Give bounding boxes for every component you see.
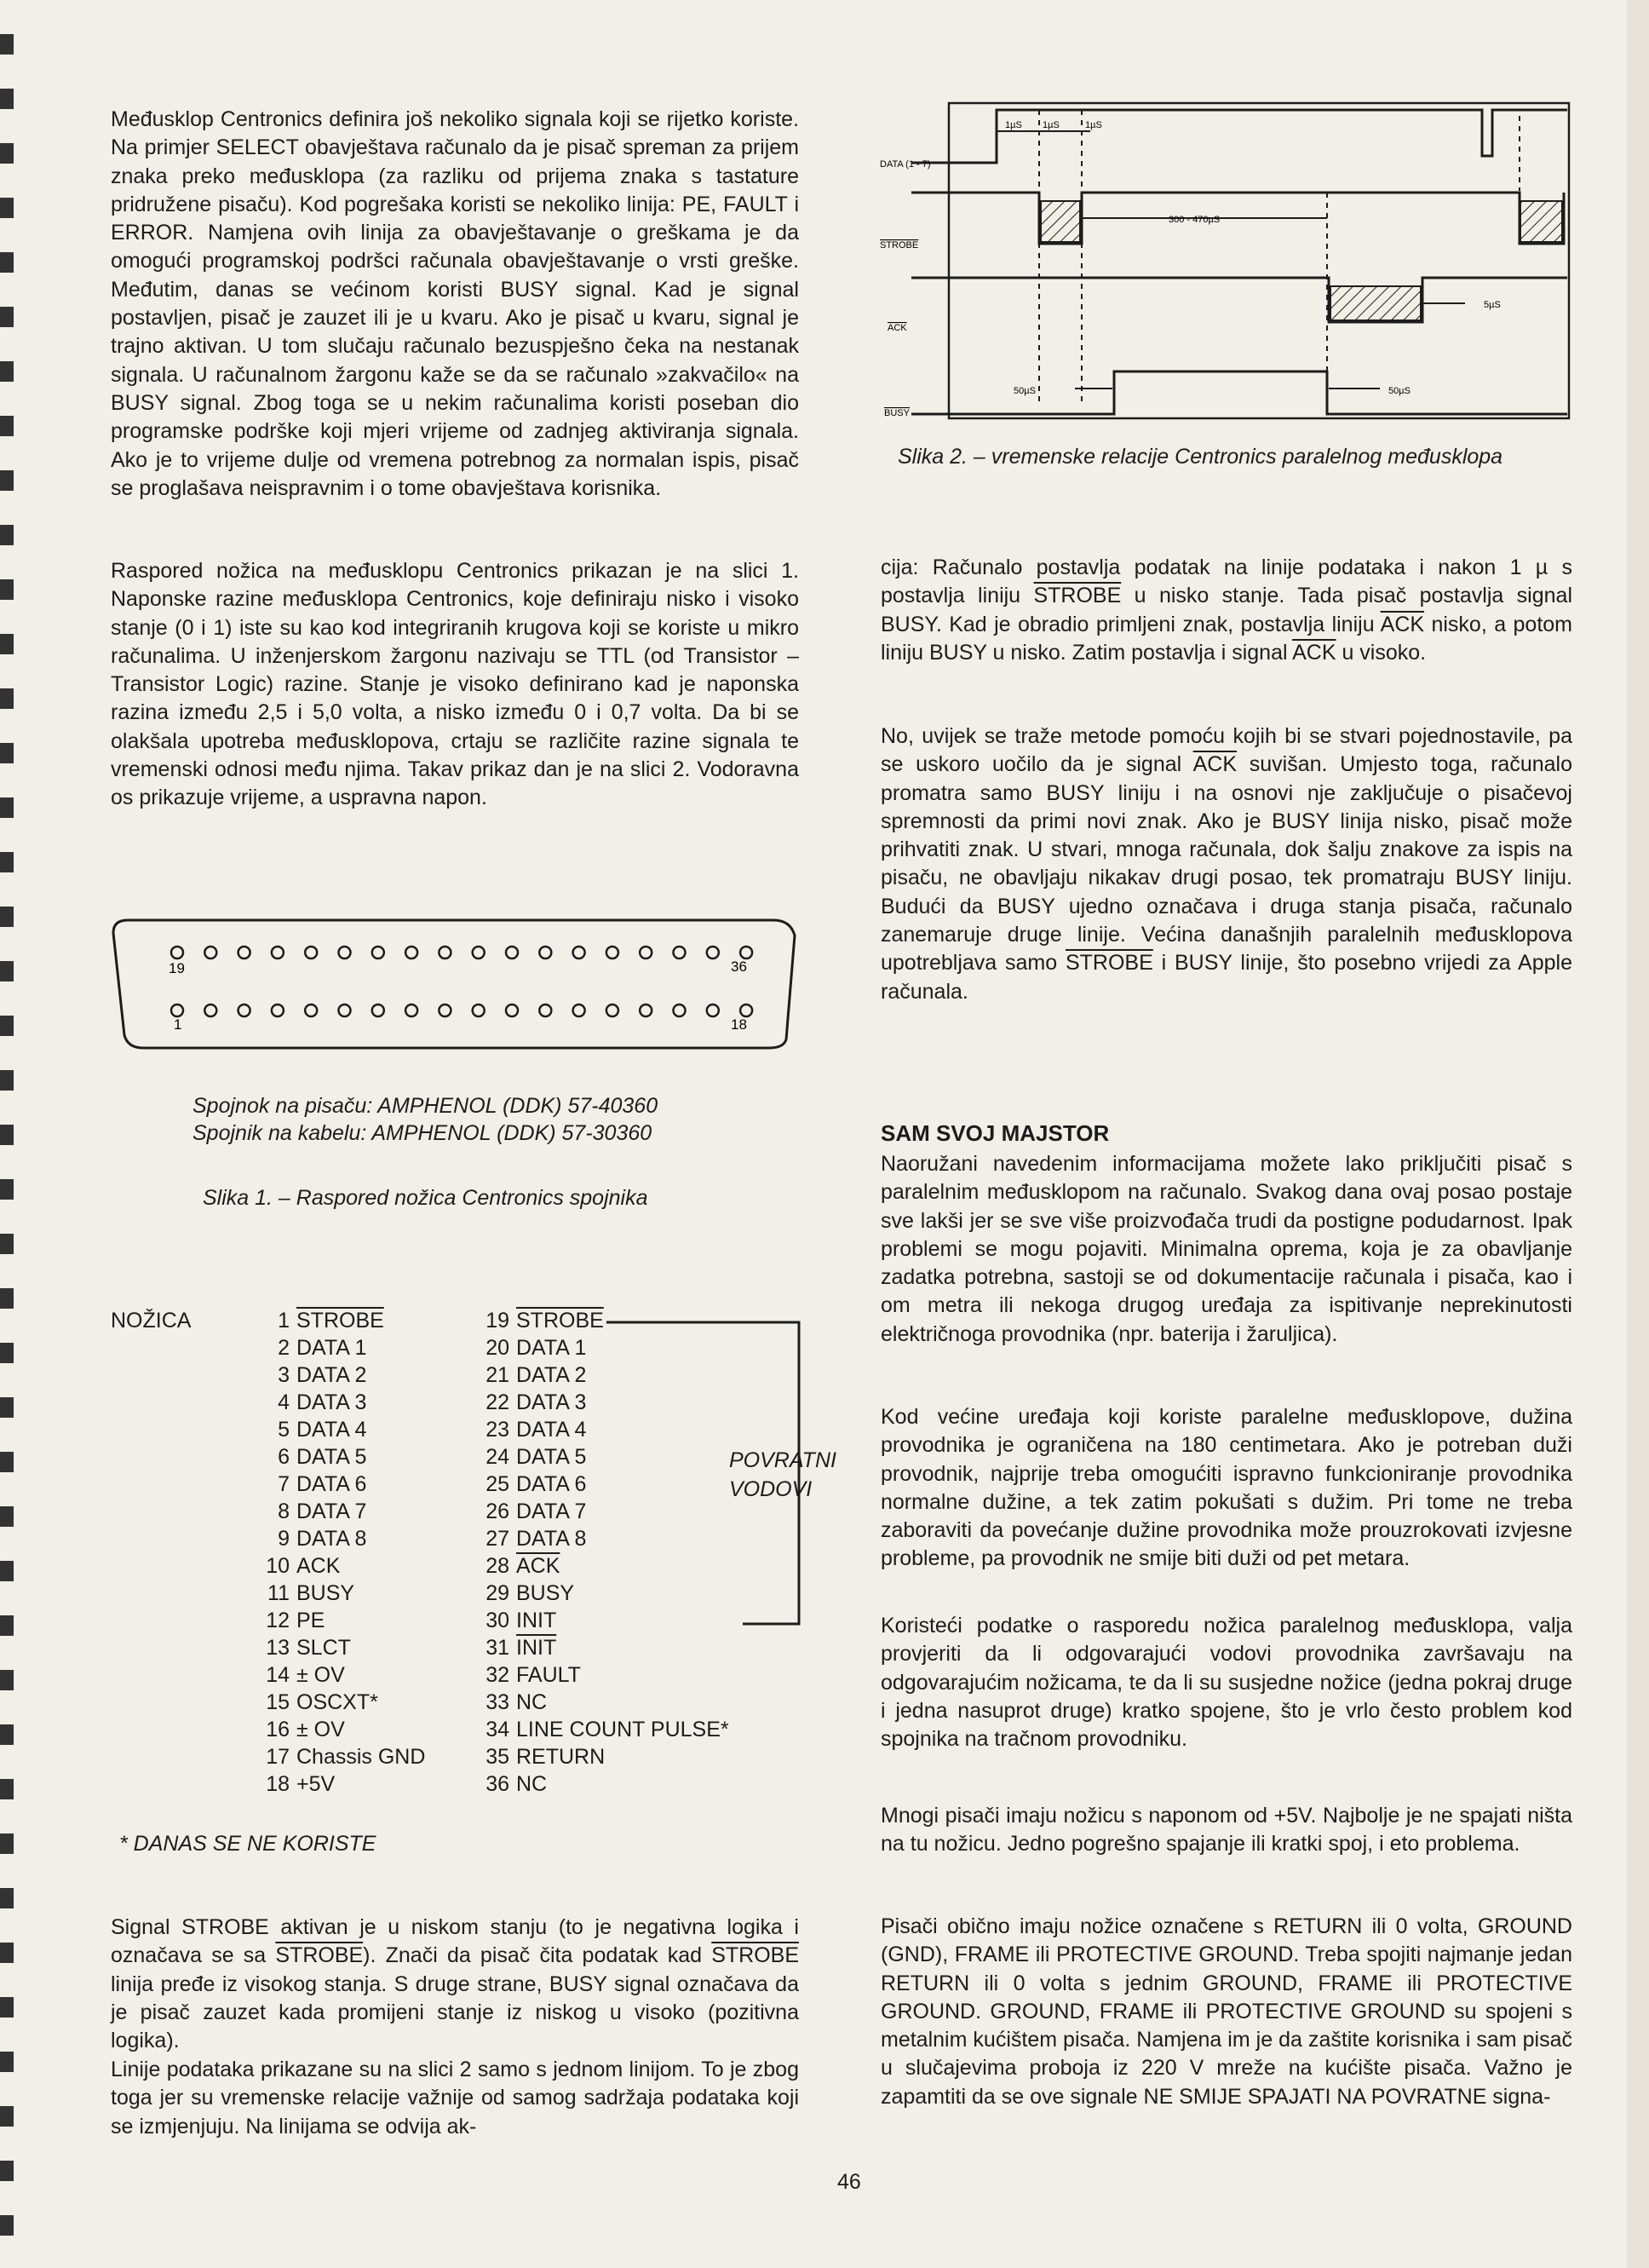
- time-3: 1µS: [1085, 120, 1102, 130]
- pin-number: 31: [486, 1636, 509, 1660]
- connector-pin-23: [606, 947, 618, 958]
- strobe-hatch-1: [1041, 201, 1080, 242]
- connector-pin-13: [339, 1004, 351, 1016]
- busy-signal: [911, 371, 1567, 414]
- pin-signal: ACK: [296, 1554, 341, 1578]
- connector-pin-24: [573, 947, 585, 958]
- pin-signal: DATA 1: [296, 1336, 367, 1360]
- pin-row: [254, 1525, 425, 1552]
- connector-pin-25: [539, 947, 551, 958]
- section-heading: SAM SVOJ MAJSTOR: [881, 1120, 1110, 1146]
- pin-row: [254, 1689, 425, 1716]
- p3-strobe-bar: STROBE: [275, 1943, 364, 1968]
- pin-row: [254, 1743, 425, 1770]
- pin-row: [468, 1661, 729, 1689]
- pin-signal: LINE COUNT PULSE*: [516, 1718, 729, 1741]
- p3-text-c: linija pređe iz visokog stanja. S druge strane, BUSY signal označava da je pisač zauzet kada promijeni stanje iz niskog u visoko (pozitivna logika).: [111, 1972, 799, 2053]
- pin-row: [468, 1634, 729, 1661]
- right-paragraph-1: [881, 554, 1572, 667]
- connector-pin-10: [439, 1004, 451, 1016]
- pin-signal: DATA 1: [516, 1336, 587, 1360]
- pin-row: [254, 1334, 425, 1361]
- pin-row: [468, 1689, 729, 1716]
- pin-number: 10: [266, 1554, 290, 1578]
- pin-number: 32: [486, 1663, 509, 1687]
- pin-number: 18: [266, 1772, 290, 1796]
- pin-signal: DATA 7: [516, 1500, 587, 1523]
- right-paragraph-7: Pisači obično imaju nožice označene s RETURN ili 0 volta, GROUND (GND), FRAME ili PROTECTIVE GROUND. Treba spojiti najmanje jedan RETURN ili 0 volta s jednim GROUND, FRAME ili PROTECTIVE GROUND. GROUND, FRAME ili PROTECTIVE GROUND su spojeni s metalnim kućištem pisača. Namjena im je da zaštite korisnika i sam pisač u slučajevima proboja iz 220 V mreže na kućište pisača. Važno je zapamtiti da se ove signale NE SMIJE SPAJATI NA POVRATNE signa-: [881, 1914, 1572, 2109]
- pin-row: [254, 1498, 425, 1525]
- pin-number: 11: [267, 1581, 290, 1605]
- time-ack: 5µS: [1484, 300, 1501, 310]
- time-busy-1: 50µS: [1014, 386, 1036, 396]
- connector-pin-15: [272, 1004, 284, 1016]
- pin-number: 1: [278, 1309, 290, 1333]
- pin-number: 5: [278, 1418, 290, 1442]
- pin-signal: NC: [516, 1772, 548, 1796]
- strobe-hatch-2: [1520, 201, 1562, 242]
- connector-pin-20: [707, 947, 719, 958]
- pin-footnote: * DANAS SE NE KORISTE: [119, 1832, 376, 1856]
- connector-pin-14: [305, 1004, 317, 1016]
- pin-number: 24: [486, 1445, 509, 1469]
- page-number: 46: [837, 2170, 861, 2194]
- connector-pin-26: [506, 947, 518, 958]
- timing-diagram: [877, 99, 1576, 431]
- pin-row: [468, 1770, 729, 1798]
- pin-number: 22: [486, 1390, 509, 1414]
- rp1-text-b: u nisko stanje. Tada pisač postavlja signal BUSY. Kad je obradio primljeni znak, postavlja liniju: [881, 584, 1572, 636]
- connector-pin-35: [204, 947, 216, 958]
- rp2-strobe-bar: STROBE: [1065, 951, 1153, 976]
- right-paragraph-6: Mnogi pisači imaju nožicu s naponom od +5V. Najbolje je ne spajati ništa na tu nožicu. Jedno pogrešno spajanje ili kratki spoj, i eto problema.: [881, 1804, 1572, 1856]
- connector-pin-33: [272, 947, 284, 958]
- pin-row: [254, 1770, 425, 1798]
- pin-signal: INIT: [516, 1636, 557, 1660]
- return-label-1: POVRATNI: [729, 1448, 836, 1472]
- rp2-text-a: No, uvijek se traže metode pomoću kojih bi se stvari pojednostavile, pa se uskoro uočilo da je signal: [881, 724, 1572, 777]
- pin-row: [254, 1716, 425, 1743]
- pin-signal: DATA 3: [296, 1390, 367, 1414]
- pin-signal: DATA 8: [296, 1527, 367, 1551]
- pin-number: 34: [486, 1718, 509, 1741]
- pin-signal: INIT: [516, 1609, 557, 1632]
- connector-pin-31: [339, 947, 351, 958]
- label-ack: ACK: [888, 323, 907, 333]
- pin-number: 33: [486, 1690, 509, 1714]
- pin-row: [468, 1743, 729, 1770]
- rp1-ack-bar-2: $\overline{ACK}$: [1292, 640, 1336, 665]
- pin-number: 35: [486, 1745, 509, 1769]
- connector-pin-19: [740, 947, 752, 958]
- rp2-text-b: suvišan. Umjesto toga, računalo promatra samo BUSY liniju i na osnovi nje zaključuje o pisačevoj spremnosti da primi novi znak. Ako je BUSY linija nisko, pisač može prihvatiti znak. U stvari, mnoga računala, dok šalju znakove za ispis na pisaču, ne obavljaju nikakav drugi posao, tek promatraju BUSY liniju. Budući da BUSY ujedno označava i druga stanja pisača, računalo zanemaruje druge linije. Većina današnjih paralelnih međusklopova upotrebljava samo: [881, 752, 1572, 976]
- pin-number: 28: [486, 1554, 509, 1578]
- pin-signal: DATA 3: [516, 1390, 587, 1414]
- pin-signal: BUSY: [296, 1581, 355, 1605]
- pin-signal: RETURN: [516, 1745, 606, 1769]
- pin-signal: FAULT: [516, 1663, 581, 1687]
- pin-row-bottom: [171, 1004, 752, 1016]
- pin-row: [254, 1389, 425, 1416]
- pin-row: [468, 1716, 729, 1743]
- connector-pin-2: [707, 1004, 719, 1016]
- time-2: 1µS: [1043, 120, 1060, 130]
- connector-pin-28: [439, 947, 451, 958]
- connector-pin-4: [640, 1004, 652, 1016]
- connector-caption-1: Spojnok na pisaču: AMPHENOL (DDK) 57-40360: [192, 1094, 658, 1118]
- pin-signal: ± OV: [296, 1663, 345, 1687]
- pin-number: 25: [486, 1472, 509, 1496]
- pin-row: [254, 1552, 425, 1580]
- pin-number: 9: [278, 1527, 290, 1551]
- return-label-2: VODOVI: [729, 1477, 813, 1501]
- pin-number: 19: [486, 1309, 509, 1333]
- connector-pin-22: [640, 947, 652, 958]
- pin-row: [254, 1607, 425, 1634]
- rp2-ack-bar: $\overline{ACK}$: [1192, 752, 1237, 777]
- connector-pin-11: [405, 1004, 417, 1016]
- rp1-text-c: nisko, a potom liniju BUSY u nisko. Zatim postavlja i signal: [881, 612, 1572, 665]
- pin-signal: DATA 4: [296, 1418, 367, 1442]
- pin-number: 20: [486, 1336, 509, 1360]
- right-paragraph-3: Naoružani navedenim informacijama možete lako priključiti pisač s paralelnim međusklopom na računalo. Svakog dana ovaj posao postaje sve lakši jer se sve više proizvođača trudi da postigne podudarnost. Ipak problemi se mogu pojaviti. Minimalna oprema, koja je za obavljanje zadatka potrebna, sastoji se od dokumentacije računala i pisača, kao i om metra ili nekoga drugog uređaja za ispitivanje neprekinutosti električnoga provodnika (npr. baterija i žaruljica).: [881, 1152, 1572, 1346]
- connector-pin-6: [573, 1004, 585, 1016]
- pin-signal: DATA 2: [516, 1363, 587, 1387]
- connector-pin-16: [238, 1004, 250, 1016]
- page-edge: [1627, 0, 1649, 2268]
- pin-number: 23: [486, 1418, 509, 1442]
- pin-number: 7: [278, 1472, 290, 1496]
- rp2-text-c: i BUSY linije, što posebno vrijedi za Apple računala.: [881, 951, 1572, 1004]
- figure-1-caption: Slika 1. – Raspored nožica Centronics spojnika: [203, 1186, 648, 1210]
- pin-signal: PE: [296, 1609, 325, 1632]
- pin-row: [254, 1661, 425, 1689]
- connector-pin-21: [674, 947, 686, 958]
- pin-signal: DATA 6: [296, 1472, 367, 1496]
- pin-signal: NC: [516, 1690, 548, 1714]
- pin-label-1: 1: [174, 1016, 182, 1033]
- pin-number: 27: [486, 1527, 509, 1551]
- pin-row: [254, 1634, 425, 1661]
- pin-signal: OSCXT*: [296, 1690, 378, 1714]
- pin-number: 13: [266, 1636, 290, 1660]
- rp1-text-d: u visoko.: [1336, 640, 1427, 665]
- connector-pin-18: [171, 1004, 183, 1016]
- connector-pin-32: [305, 947, 317, 958]
- label-data: DATA (1 - 7): [880, 159, 931, 170]
- connector-pin-12: [372, 1004, 384, 1016]
- connector-pin-5: [606, 1004, 618, 1016]
- p3-text-b: ). Znači da pisač čita podatak kad: [363, 1943, 712, 1968]
- ack-hatch: [1330, 286, 1421, 320]
- connector-pin-17: [204, 1004, 216, 1016]
- pin-signal: +5V: [296, 1772, 336, 1796]
- connector-pin-7: [539, 1004, 551, 1016]
- connector-pin-30: [372, 947, 384, 958]
- connector-pin-3: [674, 1004, 686, 1016]
- rp1-ack-bar: $\overline{ACK}$: [1380, 612, 1425, 636]
- pin-number: 2: [278, 1336, 290, 1360]
- pin-number: 17: [266, 1745, 290, 1769]
- pin-label-18: 18: [731, 1016, 747, 1033]
- pin-row: [254, 1580, 425, 1607]
- pin-number: 4: [278, 1390, 290, 1414]
- connector-pin-29: [405, 947, 417, 958]
- pin-signal: STROBE: [516, 1309, 604, 1333]
- label-strobe: STROBE: [880, 240, 919, 250]
- time-strobe-ack: 300 - 470µS: [1169, 215, 1221, 225]
- pin-signal: DATA 4: [516, 1418, 587, 1442]
- right-paragraph-5: Koristeći podatke o rasporedu nožica paralelnog međusklopa, valja provjeriti da li odgovarajući vodovi provodnika završavaju na odgovarajućim nožicama, te da li su susjedne nožice (jedna pokraj druge i jedna nasuprot druge) kratko spojene, što je vrlo često problem kod spojnika na tračnom provodniku.: [881, 1614, 1572, 1752]
- return-lines-label: [729, 1446, 836, 1504]
- pin-signal: DATA 6: [516, 1472, 587, 1496]
- pin-signal: DATA 7: [296, 1500, 367, 1523]
- pin-number: 8: [278, 1500, 290, 1523]
- pin-signal: Chassis GND: [296, 1745, 426, 1769]
- connector-pin-27: [473, 947, 485, 958]
- pin-signal: BUSY: [516, 1581, 575, 1605]
- pin-number: 29: [486, 1581, 509, 1605]
- pin-row: [254, 1471, 425, 1498]
- pin-number: 30: [486, 1609, 509, 1632]
- pin-label-19: 19: [169, 960, 185, 976]
- connector-diagram: [109, 912, 807, 1056]
- pin-signal: SLCT: [296, 1636, 351, 1660]
- pin-number: 36: [486, 1772, 509, 1796]
- connector-caption-2: Spojnik na kabelu: AMPHENOL (DDK) 57-30360: [192, 1121, 652, 1145]
- p3-strobe-bar-2: STROBE: [711, 1943, 799, 1968]
- pin-number: 15: [266, 1690, 290, 1714]
- pin-number: 6: [278, 1445, 290, 1469]
- pin-row: [254, 1307, 425, 1334]
- pin-signal: DATA 5: [516, 1445, 587, 1469]
- spiral-binding: [0, 0, 14, 2268]
- data-signal: [911, 110, 1567, 163]
- pin-list-left: [254, 1307, 425, 1798]
- left-paragraph-4: Linije podataka prikazane su na slici 2 samo s jednom linijom. To je zbog toga jer su vremenske relacije važnije od samog sadržaja podataka koji se izmjenjuju. Na linijama se odvija ak-: [111, 2058, 799, 2138]
- label-busy: BUSY: [884, 408, 910, 418]
- pin-table-heading: NOŽICA: [111, 1309, 192, 1333]
- ack-signal: [911, 278, 1567, 322]
- time-busy-2: 50µS: [1388, 386, 1411, 396]
- pin-row: [254, 1416, 425, 1443]
- pin-signal: ± OV: [296, 1718, 345, 1741]
- pin-number: 16: [266, 1718, 290, 1741]
- pin-number: 3: [278, 1363, 290, 1387]
- connector-pin-34: [238, 947, 250, 958]
- connector-pin-1: [740, 1004, 752, 1016]
- pin-number: 26: [486, 1500, 509, 1523]
- connector-pin-9: [473, 1004, 485, 1016]
- pin-signal: DATA 8: [516, 1527, 587, 1551]
- pin-number: 12: [266, 1609, 290, 1632]
- pin-label-36: 36: [731, 958, 747, 975]
- left-paragraph-3: [111, 1914, 799, 2055]
- connector-outline: [113, 920, 795, 1048]
- pin-signal: STROBE: [296, 1309, 384, 1333]
- pin-number: 14: [266, 1663, 290, 1687]
- rp1-strobe-bar: STROBE: [1033, 584, 1122, 608]
- pin-row: [254, 1361, 425, 1389]
- pin-number: 21: [486, 1363, 509, 1387]
- time-1: 1µS: [1005, 120, 1022, 130]
- right-paragraph-4: Kod većine uređaja koji koriste paralelne međusklopove, dužina provodnika je ograničena na 180 centimetara. Ako je potreban duži provodnik, najprije treba omogućiti ispravno funkcioniranje provodnika normalne dužine, a tek zatim pokušati s dužim. Pri tome ne treba zaboraviti da povećanje dužine provodnika može prouzrokovati izvjesne probleme, pa provodnik ne smije biti duži od pet metara.: [881, 1405, 1572, 1571]
- connector-pin-36: [171, 947, 183, 958]
- p3-text-a: Signal STROBE aktivan je u niskom stanju (to je negativna logika i označava se sa: [111, 1915, 799, 1968]
- rp1-text-a: cija: Računalo postavlja podatak na linije podataka i nakon 1 µ s postavlja liniju: [881, 555, 1572, 608]
- right-paragraph-2: [881, 722, 1572, 1006]
- figure-2-caption: Slika 2. – vremenske relacije Centronics paralelnog međusklopa: [898, 445, 1503, 469]
- pin-row: [254, 1443, 425, 1471]
- connector-pin-8: [506, 1004, 518, 1016]
- left-paragraph-1: Međusklop Centronics definira još nekoliko signala koji se rijetko koriste. Na primjer SELECT obavještava računalo da je pisač spreman za prijem znaka preko međusklopa (za razliku od prijema znaka s tastature pridružene pisaču). Kod pogrešaka koristi se nekoliko linija: PE, FAULT i ERROR. Namjena ovih linija za obavještavanje o greškama je da omogući programskoj podršci računala obavještavanje o vrsti greške. Međutim, danas se većinom koristi BUSY signal. Kad je signal postavljen, pisač je zauzet ili je u kvaru. Ako je pisač u kvaru, signal je trajno aktivan. U tom slučaju računalo bezuspješno čeka na nestanak signala. U računalnom žargonu kaže se da se računalo »zakvačilo« na BUSY signal. Zbog toga se u nekim računalima koristi poseban dio programske podrške koji mjeri vrijeme od zadnjeg aktiviranja signala. Ako je to vrijeme dulje od vremena potrebnog za normalan ispis, pisač se proglašava neispravnim i o tome obavještava korisnika.: [111, 107, 799, 500]
- pin-signal: DATA 5: [296, 1445, 367, 1469]
- pin-signal: DATA 2: [296, 1363, 367, 1387]
- left-paragraph-2: Raspored nožica na međusklopu Centronics prikazan je na slici 1. Naponske razine međusklopa Centronics, koje definiraju nisko i visoko stanje (0 i 1) iste su kao kod integriranih krugova koji se koriste u mikro računalima. U inženjerskom žargonu nazivaju se TTL (od Transistor – Transistor Logic) razine. Stanje je visoko definirano kad je naponska razina između 2,5 i 5,0 volta, a nisko između 0 i 0,7 volta. Da bi se olakšala upotreba međusklopova, crtaju se različite razine signala te vremenski odnosi među njima. Takav prikaz dan je na slici 2. Vodoravna os prikazuje vrijeme, a uspravna napon.: [111, 559, 799, 810]
- pin-row-top: [171, 947, 752, 958]
- pin-signal: $\overline{ACK}$: [516, 1554, 560, 1578]
